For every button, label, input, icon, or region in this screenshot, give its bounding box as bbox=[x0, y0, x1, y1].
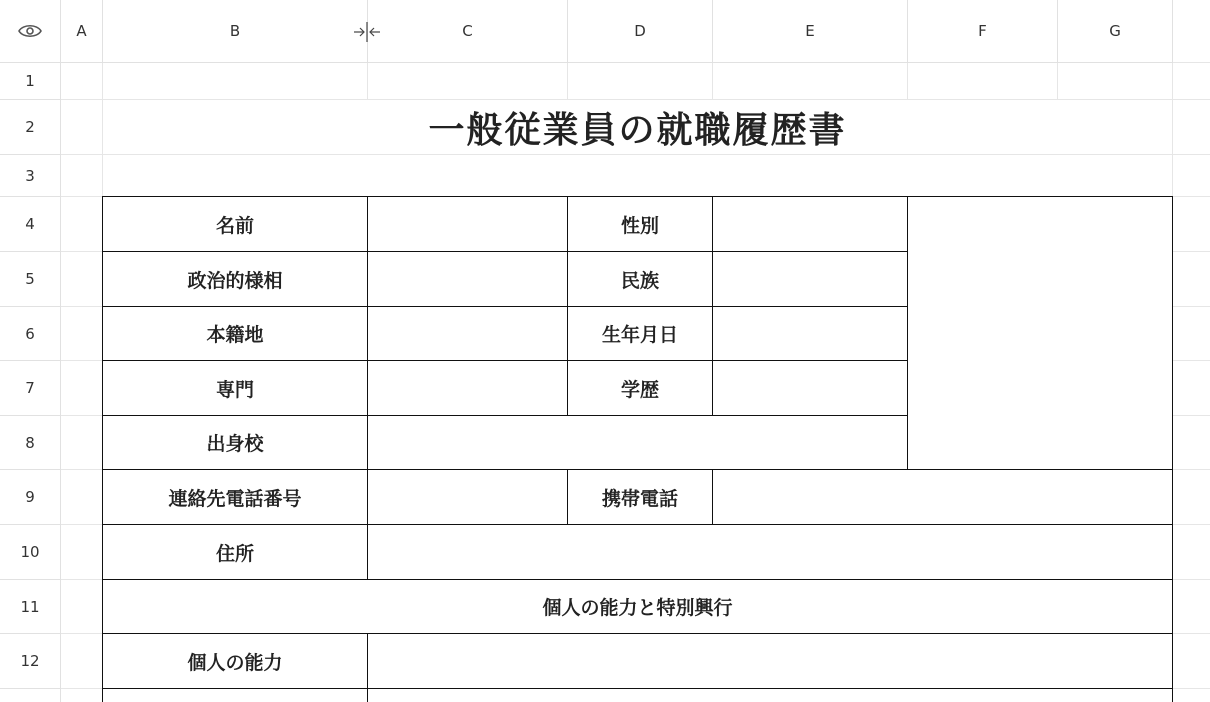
column-header-f[interactable]: F bbox=[908, 0, 1058, 63]
label-birthdate[interactable]: 生年月日 bbox=[567, 306, 713, 361]
value-political-status[interactable] bbox=[367, 251, 568, 307]
label-gender[interactable]: 性別 bbox=[567, 196, 713, 252]
label-abilities[interactable]: 個人の能力 bbox=[102, 633, 368, 689]
column-header-e[interactable]: E bbox=[713, 0, 908, 63]
value-address[interactable] bbox=[367, 524, 1173, 580]
blank-row-3[interactable] bbox=[103, 155, 1172, 196]
label-name[interactable]: 名前 bbox=[102, 196, 368, 252]
value-abilities[interactable] bbox=[367, 633, 1173, 689]
value-contact-phone[interactable] bbox=[367, 469, 568, 525]
row-header-8[interactable]: 8 bbox=[0, 416, 61, 470]
label-ethnicity[interactable]: 民族 bbox=[567, 251, 713, 307]
row-header-9[interactable]: 9 bbox=[0, 470, 61, 525]
row-header-1[interactable]: 1 bbox=[0, 63, 61, 100]
column-header-c[interactable]: C bbox=[368, 0, 568, 63]
label-education[interactable]: 学歴 bbox=[567, 360, 713, 416]
label-row-13[interactable] bbox=[102, 688, 368, 702]
sheet-title[interactable]: 一般従業員の就職履歴書 bbox=[103, 100, 1172, 154]
value-mobile[interactable] bbox=[712, 469, 1173, 525]
value-school[interactable] bbox=[367, 415, 908, 470]
value-education[interactable] bbox=[712, 360, 908, 416]
value-major[interactable] bbox=[367, 360, 568, 416]
label-hometown[interactable]: 本籍地 bbox=[102, 306, 368, 361]
row-header-6[interactable]: 6 bbox=[0, 307, 61, 361]
value-gender[interactable] bbox=[712, 196, 908, 252]
column-header-g[interactable]: G bbox=[1058, 0, 1173, 63]
label-address[interactable]: 住所 bbox=[102, 524, 368, 580]
label-school[interactable]: 出身校 bbox=[102, 415, 368, 470]
photo-box[interactable] bbox=[907, 196, 1173, 470]
value-ethnicity[interactable] bbox=[712, 251, 908, 307]
row-header-2[interactable]: 2 bbox=[0, 100, 61, 155]
row-header-5[interactable]: 5 bbox=[0, 252, 61, 307]
row-header-12[interactable]: 12 bbox=[0, 634, 61, 689]
label-political-status[interactable]: 政治的様相 bbox=[102, 251, 368, 307]
row-header-13[interactable] bbox=[0, 689, 61, 702]
eye-icon[interactable] bbox=[18, 23, 42, 39]
column-header-a[interactable]: A bbox=[61, 0, 103, 63]
value-name[interactable] bbox=[367, 196, 568, 252]
row-header-7[interactable]: 7 bbox=[0, 361, 61, 416]
value-birthdate[interactable] bbox=[712, 306, 908, 361]
value-row-13[interactable] bbox=[367, 688, 1173, 702]
row-header-3[interactable]: 3 bbox=[0, 155, 61, 197]
column-resize-icon[interactable] bbox=[352, 21, 382, 43]
label-contact-phone[interactable]: 連絡先電話番号 bbox=[102, 469, 368, 525]
row-header-11[interactable]: 11 bbox=[0, 580, 61, 634]
section-header-abilities[interactable]: 個人の能力と特別興行 bbox=[102, 579, 1173, 634]
column-header-d[interactable]: D bbox=[568, 0, 713, 63]
value-hometown[interactable] bbox=[367, 306, 568, 361]
corner-visibility-toggle[interactable] bbox=[0, 0, 61, 63]
row-header-10[interactable]: 10 bbox=[0, 525, 61, 580]
label-mobile[interactable]: 携帯電話 bbox=[567, 469, 713, 525]
label-major[interactable]: 専門 bbox=[102, 360, 368, 416]
row-header-4[interactable]: 4 bbox=[0, 197, 61, 252]
column-header-b[interactable]: B bbox=[103, 0, 368, 63]
